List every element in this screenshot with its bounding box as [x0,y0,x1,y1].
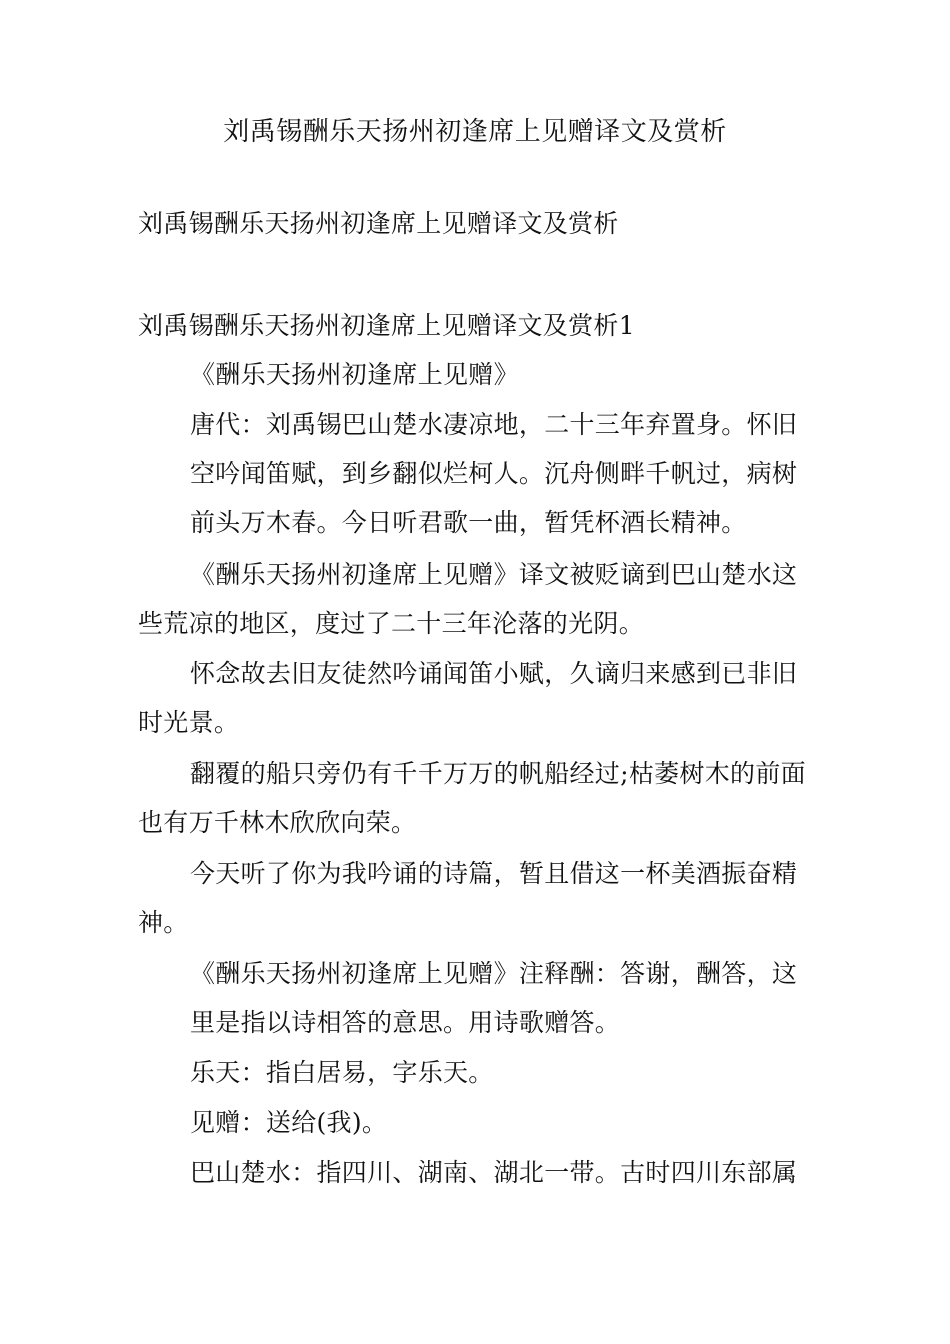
translation-line: 今天听了你为我吟诵的诗篇，暂且借这一杯美酒振奋精 [190,859,798,888]
poem-text-line: 空吟闻笛赋，到乡翻似烂柯人。沉舟侧畔千帆过，病树 [190,459,798,488]
annotation-line: 《酬乐天扬州初逢席上见赠》注释酬：答谢，酬答，这 [190,959,798,988]
translation-line: 时光景。 [138,708,240,737]
poem-text-line: 前头万木春。今日听君歌一曲，暂凭杯酒长精神。 [190,508,747,537]
translation-line: 怀念故去旧友徒然吟诵闻笛小赋，久谪归来感到已非旧 [190,659,798,688]
poem-text-line: 唐代：刘禹锡巴山楚水凄凉地，二十三年弃置身。怀旧 [190,410,798,439]
document-title: 刘禹锡酬乐天扬州初逢席上见赠译文及赏析 [223,117,727,147]
annotation-line: 里是指以诗相答的意思。用诗歌赠答。 [190,1008,621,1037]
translation-line: 些荒凉的地区，度过了二十三年沦落的光阴。 [138,609,645,638]
annotation-line: 乐天：指白居易，字乐天。 [190,1058,494,1087]
poem-title-line: 《酬乐天扬州初逢席上见赠》 [190,360,519,389]
translation-line: 神。 [138,908,189,937]
annotation-line: 见赠：送给(我)。 [190,1108,388,1137]
translation-line: 翻覆的船只旁仍有千千万万的帆船经过;枯萎树木的前面 [190,759,806,788]
translation-line: 《酬乐天扬州初逢席上见赠》译文被贬谪到巴山楚水这 [190,560,798,589]
section-heading: 刘禹锡酬乐天扬州初逢席上见赠译文及赏析1 [138,311,635,340]
document-subtitle: 刘禹锡酬乐天扬州初逢席上见赠译文及赏析 [138,209,619,238]
translation-line: 也有万千林木欣欣向荣。 [138,808,417,837]
annotation-line: 巴山楚水：指四川、湖南、湖北一带。古时四川东部属 [190,1158,798,1187]
